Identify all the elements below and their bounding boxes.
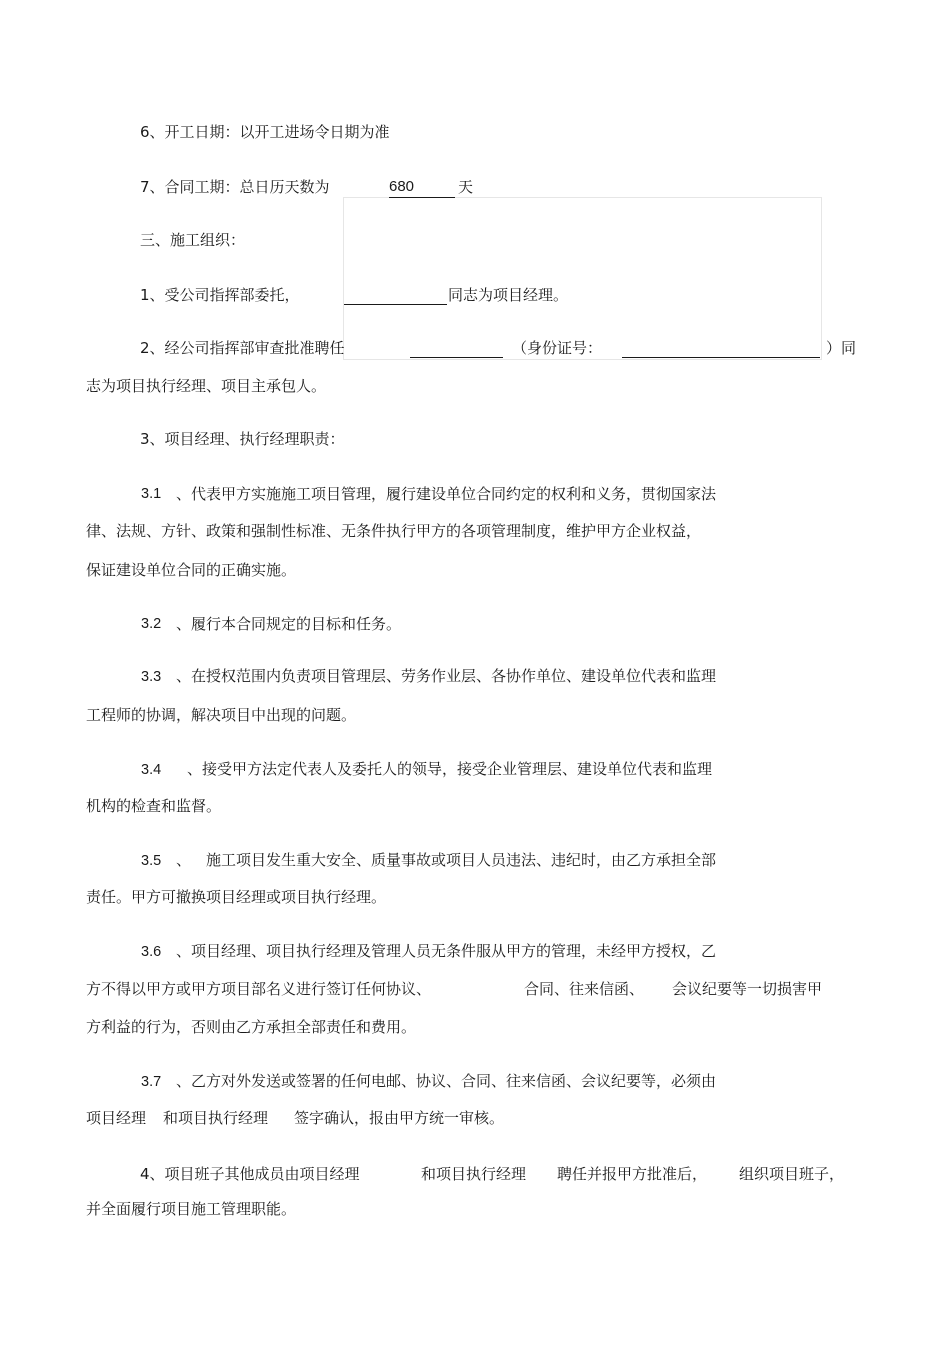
clause-3-6-line3: 方利益的行为，否则由乙方承担全部责任和费用。 <box>86 1018 417 1036</box>
clause-3-2-line1: 、履行本合同规定的目标和任务。 <box>176 615 402 633</box>
item3-heading: 3、项目经理、执行经理职责： <box>140 430 345 448</box>
clause-3-1-line3: 保证建设单位合同的正确实施。 <box>86 561 297 579</box>
clause-3-7-line2-part2: 和项目执行经理 <box>163 1109 269 1127</box>
item4-line1-part4: 组织项目班子， <box>739 1165 845 1183</box>
clause-3-1-number: 3.1 <box>141 486 162 502</box>
clause-3-4-line1: 、接受甲方法定代表人及委托人的领导，接受企业管理层、建设单位代表和监理 <box>187 760 713 778</box>
item2-line2: 志为项目执行经理、项目主承包人。 <box>86 377 327 395</box>
clause-3-5-separator: 、 <box>176 851 192 869</box>
clause-3-7-number: 3.7 <box>141 1074 162 1090</box>
executive-manager-blank <box>410 337 503 358</box>
clause-3-3-line1: 、在授权范围内负责项目管理层、劳务作业层、各协作单位、建设单位代表和监理 <box>176 667 717 685</box>
clause-3-1-line2: 律、法规、方针、政策和强制性标准、无条件执行甲方的各项管理制度，维护甲方企业权益， <box>86 522 702 540</box>
clause-3-6-line1: 、项目经理、项目执行经理及管理人员无条件服从甲方的管理，未经甲方授权，乙 <box>176 942 717 960</box>
contract-period-label: 7、合同工期：总日历天数为 <box>140 178 330 196</box>
section-heading: 三、施工组织： <box>140 231 246 249</box>
clause-3-6-line2-part1: 方不得以甲方或甲方项目部名义进行签订任何协议、 <box>86 980 432 998</box>
contract-days-unit: 天 <box>458 178 474 196</box>
clause-3-6-number: 3.6 <box>141 944 162 960</box>
clause-3-6-line2-part2: 合同、往来信函、 <box>524 980 645 998</box>
clause-3-6-line2-part3: 会议纪要等一切损害甲 <box>672 980 823 998</box>
id-number-label: （身份证号： <box>512 339 603 357</box>
item4-line2: 并全面履行项目施工管理职能。 <box>86 1200 297 1218</box>
clause-3-3-line2: 工程师的协调，解决项目中出现的问题。 <box>86 706 357 724</box>
clause-3-1-line1: 、代表甲方实施施工项目管理，履行建设单位合同约定的权利和义务，贯彻国家法 <box>176 485 717 503</box>
clause-3-5-number: 3.5 <box>141 853 162 869</box>
clause-3-5-line2: 责任。甲方可撤换项目经理或项目执行经理。 <box>86 888 387 906</box>
clause-3-4-number: 3.4 <box>141 762 162 778</box>
clause-3-7-line2-part3: 签字确认，报由甲方统一审核。 <box>294 1109 505 1127</box>
clause-3-4-line2: 机构的检查和监督。 <box>86 797 222 815</box>
clause-3-2-number: 3.2 <box>141 616 162 632</box>
clause-3-3-number: 3.3 <box>141 669 162 685</box>
item4-line1-part2: 和项目执行经理 <box>421 1165 527 1183</box>
faint-frame <box>343 197 822 360</box>
clause-3-7-line1: 、乙方对外发送或签署的任何电邮、协议、合同、往来信函、会议纪要等，必须由 <box>176 1072 717 1090</box>
item1-prefix: 1、受公司指挥部委托， <box>140 286 300 304</box>
clause-3-7-line2-part1: 项目经理 <box>86 1109 147 1127</box>
item4-line1-part1: 4、项目班子其他成员由项目经理 <box>140 1165 360 1183</box>
item2-prefix: 2、经公司指挥部审查批准聘任 <box>140 339 345 357</box>
contract-days-field: 680 <box>389 177 455 198</box>
item4-line1-part3: 聘任并报甲方批准后， <box>557 1165 708 1183</box>
project-manager-blank <box>344 284 447 305</box>
item2-end: ）同 <box>826 339 857 357</box>
clause-3-5-line1: 施工项目发生重大安全、质量事故或项目人员违法、违纪时，由乙方承担全部 <box>206 851 717 869</box>
start-date-line: 6、开工日期：以开工进场令日期为准 <box>140 123 390 141</box>
item1-suffix: 同志为项目经理。 <box>448 286 569 304</box>
id-number-blank <box>622 337 820 358</box>
